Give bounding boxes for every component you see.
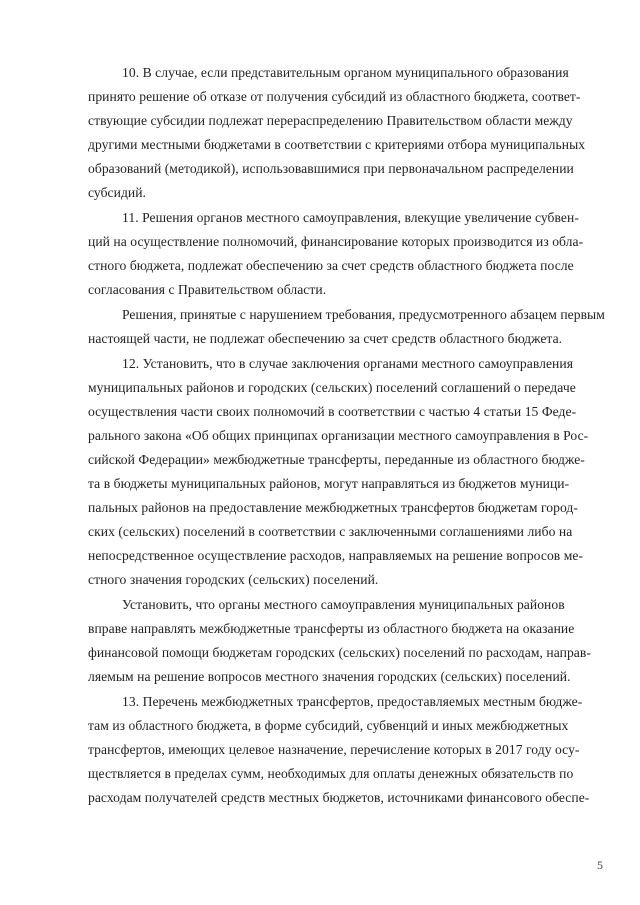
text-line: образований (методикой), использовавшимися при первоначальном распределении bbox=[88, 161, 574, 176]
text-line: стного значения городских (сельских) поселений. bbox=[88, 572, 379, 587]
text-line: муниципальных районов и городских (сельских) поселений соглашений о передаче bbox=[88, 380, 576, 395]
text-line: ляемым на решение вопросов местного значения городских (сельских) поселений. bbox=[88, 669, 571, 684]
text-line: та в бюджеты муниципальных районов, могут направляться из бюджетов муници- bbox=[88, 476, 570, 491]
text-line: там из областного бюджета, в форме субсидий, субвенций и иных межбюджетных bbox=[88, 718, 569, 733]
text-line: сийской Федерации» межбюджетные трансферты, переданные из областного бюдже- bbox=[88, 452, 585, 467]
text-line: расходам получателей средств местных бюджетов, источниками финансового обеспе- bbox=[88, 790, 590, 805]
text-line: 10. В случае, если представительным органом муниципального образования bbox=[122, 65, 569, 80]
text-line: осуществления части своих полномочий в соответствии с частью 4 статьи 15 Феде- bbox=[88, 404, 577, 419]
text-line: пальных районов на предоставление межбюджетных трансфертов бюджетам город- bbox=[88, 500, 578, 515]
text-line: ских (сельских) поселений в соответствии с заключенными соглашениями либо на bbox=[88, 524, 573, 539]
text-line: настоящей части, не подлежат обеспечению за счет средств областного бюджета. bbox=[88, 331, 563, 346]
text-line: ствующие субсидии подлежат перераспределению Правительством области между bbox=[88, 113, 573, 128]
text-line: принято решение об отказе от получения субсидий из областного бюджета, соответ- bbox=[88, 89, 581, 104]
text-line: ществляется в пределах сумм, необходимых для оплаты денежных обязательств по bbox=[88, 766, 574, 781]
text-line: ций на осуществление полномочий, финансирование которых производится из обла- bbox=[88, 234, 584, 249]
page-number: 5 bbox=[597, 858, 603, 872]
text-line: 12. Установить, что в случае заключения органами местного самоуправления bbox=[122, 356, 573, 371]
text-line: трансфертов, имеющих целевое назначение, перечисление которых в 2017 году осу- bbox=[88, 742, 580, 757]
text-line: согласования с Правительством области. bbox=[88, 282, 327, 297]
text-line: субсидий. bbox=[88, 185, 147, 200]
text-line: стного бюджета, подлежат обеспечению за счет средств областного бюджета после bbox=[88, 258, 574, 273]
text-line: 11. Решения органов местного самоуправления, влекущие увеличение субвен- bbox=[122, 210, 579, 225]
text-line: другими местными бюджетами в соответствии с критериями отбора муниципальных bbox=[88, 137, 586, 152]
text-line: финансовой помощи бюджетам городских (сельских) поселений по расходам, направ- bbox=[88, 645, 591, 660]
text-line: Установить, что органы местного самоуправления муниципальных районов bbox=[122, 597, 565, 612]
text-line: непосредственное осуществление расходов, направляемых на решение вопросов ме- bbox=[88, 548, 584, 563]
text-line: вправе направлять межбюджетные трансферты из областного бюджета на оказание bbox=[88, 621, 575, 636]
text-line: 13. Перечень межбюджетных трансфертов, предоставляемых местным бюдже- bbox=[122, 694, 583, 709]
text-line: Решения, принятые с нарушением требования, предусмотренного абзацем первым bbox=[122, 307, 605, 322]
text-line: рального закона «Об общих принципах организации местного самоуправления в Рос- bbox=[88, 428, 589, 443]
